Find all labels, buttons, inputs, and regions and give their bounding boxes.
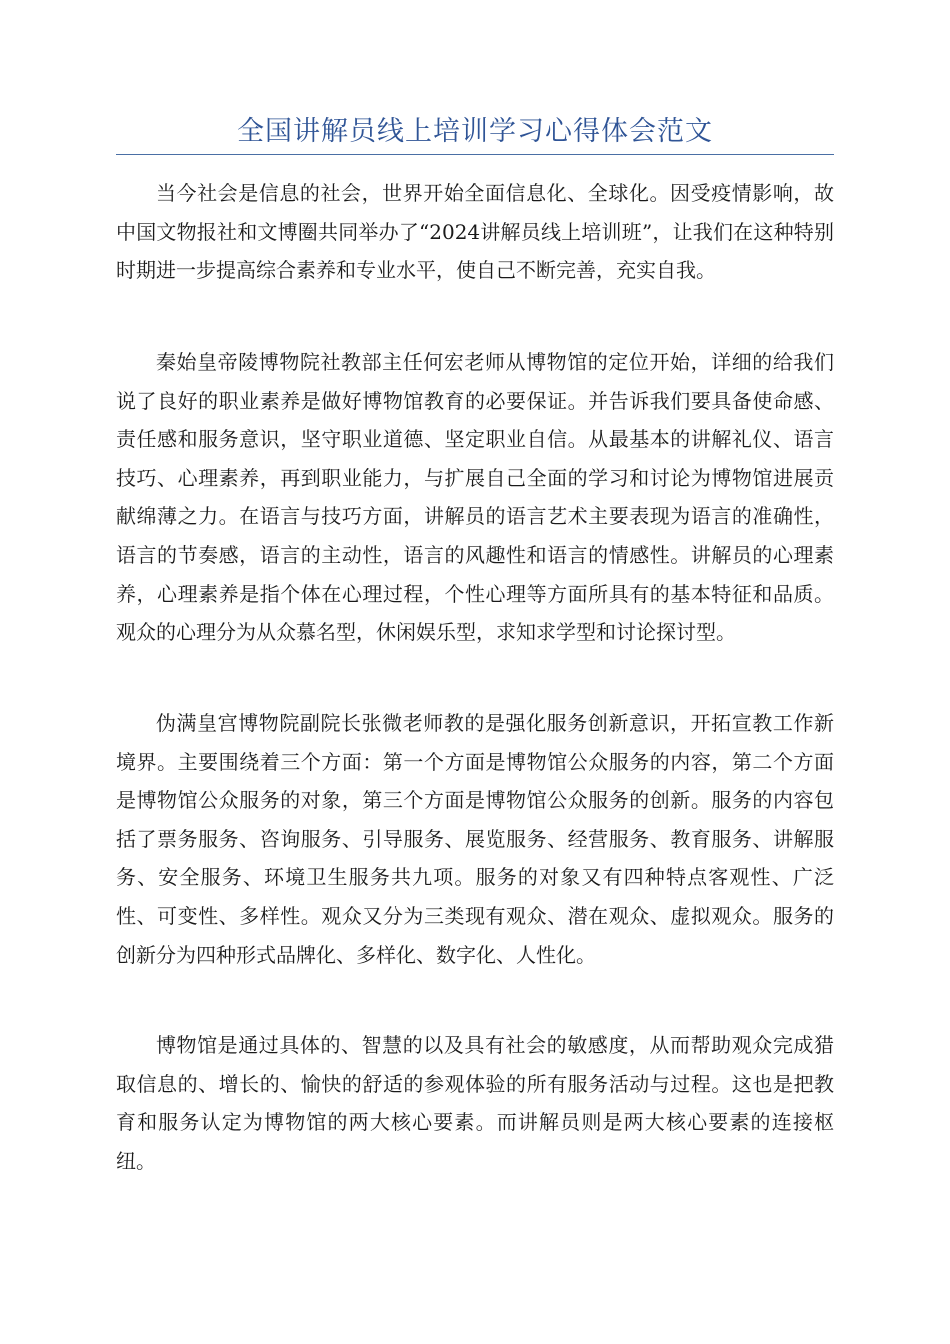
paragraph-conclusion: 博物馆是通过具体的、智慧的以及具有社会的敏感度，从而帮助观众完成猎取信息的、增长的、愉快的舒适的参观体验的所有服务活动与过程。这也是把教育和服务认定为博物馆的两大核心要素。而讲解员则是两大核心要素的连接枢纽。	[116, 1033, 834, 1173]
paragraph-service-innovation: 伪满皇宫博物院副院长张微老师教的是强化服务创新意识，开拓宣教工作新境界。主要围绕着三个方面：第一个方面是博物馆公众服务的内容，第二个方面是博物馆公众服务的对象，第三个方面是博物馆公众服务的创新。服务的内容包括了票务服务、咨询服务、引导服务、展览服务、经营服务、教育服务、讲解服务、安全服务、环境卫生服务共九项。服务的对象又有四种特点客观性、广泛性、可变性、多样性。观众又分为三类现有观众、潜在观众、虚拟观众。服务的创新分为四种形式品牌化、多样化、数字化、人性化。	[116, 711, 834, 967]
document-title: 全国讲解员线上培训学习心得体会范文	[237, 116, 713, 147]
title-underline	[116, 154, 834, 155]
paragraph-intro: 当今社会是信息的社会，世界开始全面信息化、全球化。因受疫情影响，故中国文物报社和文博圈共同举办了“2024讲解员线上培训班”，让我们在这种特别时期进一步提高综合素养和专业水平，使自己不断完善，充实自我。	[116, 181, 834, 283]
paragraph-professional-literacy: 秦始皇帝陵博物院社教部主任何宏老师从博物馆的定位开始，详细的给我们说了良好的职业素养是做好博物馆教育的必要保证。并告诉我们要具备使命感、责任感和服务意识，坚守职业道德、坚定职业自信。从最基本的讲解礼仪、语言技巧、心理素养，再到职业能力，与扩展自己全面的学习和讨论为博物馆进展贡献绵薄之力。在语言与技巧方面，讲解员的语言艺术主要表现为语言的准确性，语言的节奏感，语言的主动性，语言的风趣性和语言的情感性。讲解员的心理素养，心理素养是指个体在心理过程，个性心理等方面所具有的基本特征和品质。观众的心理分为从众慕名型，休闲娱乐型，求知求学型和讨论探讨型。	[116, 350, 834, 645]
